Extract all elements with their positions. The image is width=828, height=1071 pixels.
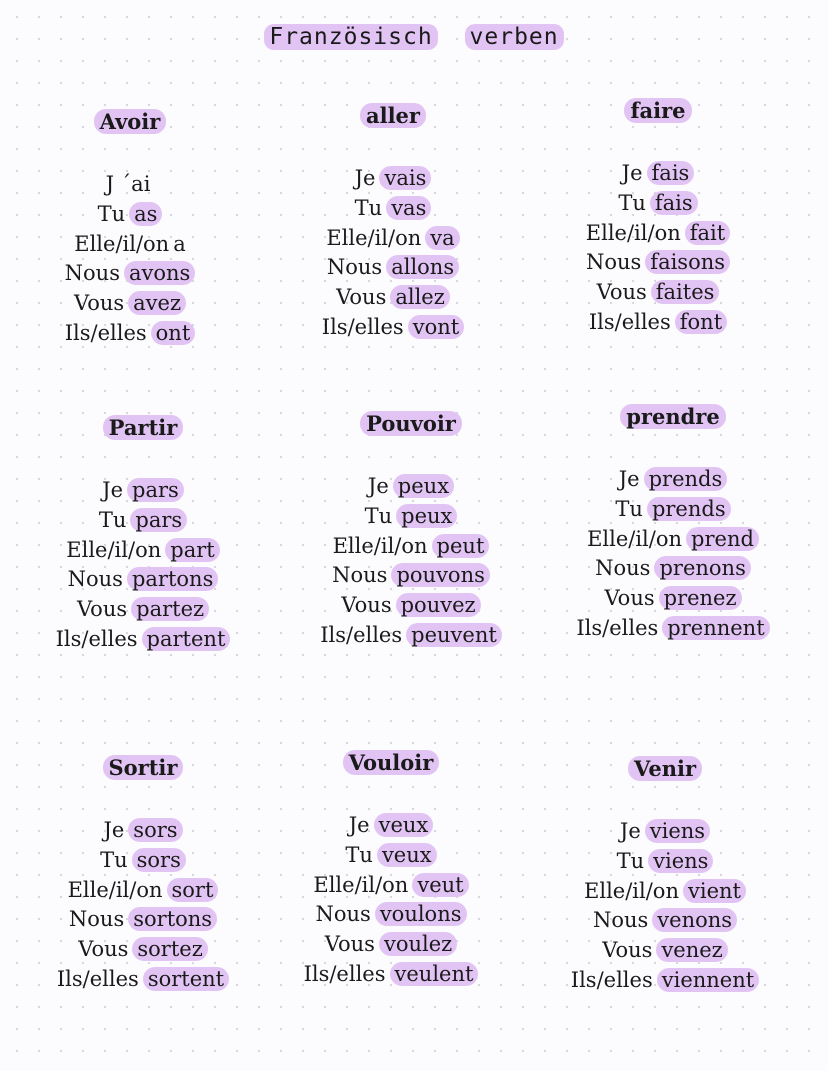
verb-title-label: Vouloir [343, 750, 440, 775]
verb-form: prenons [654, 556, 750, 580]
verb-title-label: Sortir [103, 755, 184, 780]
pronoun: Ils/elles [320, 622, 403, 647]
conjugation-row [276, 472, 546, 502]
verb-form: sortons [128, 907, 217, 931]
verb-form: viens [645, 819, 710, 843]
verb-block-prendre [538, 403, 808, 644]
conjugation-row [538, 495, 808, 525]
conjugation-list [276, 472, 546, 651]
pronoun: Je [102, 478, 124, 502]
pronoun: Vous [324, 932, 375, 957]
verb-title [538, 403, 808, 431]
conjugation-list [523, 159, 793, 338]
conjugation-row [258, 283, 528, 313]
pronoun: Tu [364, 503, 393, 528]
pronoun: Nous [68, 907, 125, 932]
pronoun: Tu [615, 496, 643, 521]
pronoun: Elle/il/on [587, 526, 683, 551]
conjugation-row [8, 536, 278, 566]
verb-title [258, 102, 528, 130]
pronoun: Nous [595, 556, 651, 581]
page-title-word: Französisch [264, 24, 437, 50]
conjugation-row [523, 308, 793, 338]
pronoun: Elle/il/on [313, 872, 409, 897]
verb-form: vas [386, 196, 431, 220]
pronoun: Elle/il/on [332, 533, 428, 558]
conjugation-row [0, 259, 265, 289]
conjugation-row [258, 194, 528, 224]
pronoun: Tu [618, 190, 646, 215]
verb-form: veulent [390, 962, 479, 986]
conjugation-row [523, 248, 793, 278]
conjugation-row [523, 219, 793, 249]
verb-form: pars [127, 478, 184, 502]
conjugation-list [538, 465, 808, 644]
verb-form: sortent [143, 967, 229, 991]
conjugation-row [538, 584, 808, 614]
verb-form: peux [396, 504, 457, 528]
conjugation-row [530, 877, 800, 907]
verb-form: vais [379, 166, 431, 190]
verb-block-aller [258, 102, 528, 343]
verb-form: faisons [645, 250, 730, 274]
conjugation-row [538, 465, 808, 495]
conjugation-row [258, 224, 528, 254]
conjugation-row [530, 817, 800, 847]
verb-form: voulez [379, 932, 457, 956]
conjugation-row [256, 841, 526, 871]
verb-form: partent [142, 627, 231, 651]
pronoun: Je [367, 474, 389, 498]
conjugation-list [256, 811, 526, 990]
verb-form: prenez [659, 586, 742, 610]
verb-form: avez [128, 291, 186, 315]
verb-block-pouvoir [276, 410, 546, 651]
verb-form: fais [650, 191, 698, 215]
conjugation-row [530, 936, 800, 966]
verb-form: viennent [657, 968, 759, 992]
verb-form: sort [167, 878, 219, 902]
conjugation-row [8, 905, 278, 935]
pronoun: Tu [345, 842, 373, 867]
page-title [0, 22, 828, 54]
verb-title [0, 108, 265, 136]
conjugation-row [8, 816, 278, 846]
conjugation-row [276, 532, 546, 562]
conjugation-list [8, 816, 278, 995]
conjugation-list [0, 170, 265, 349]
verb-title [8, 754, 278, 782]
verb-form: fais [647, 161, 695, 185]
verb-form: sors [132, 848, 186, 872]
verb-title [276, 410, 546, 438]
conjugation-row [530, 966, 800, 996]
pronoun: Vous [596, 280, 647, 305]
verb-form: pouvez [396, 593, 481, 617]
conjugation-row [256, 900, 526, 930]
conjugation-row [8, 846, 278, 876]
verb-form: veut [412, 873, 468, 897]
verb-title-label: faire [624, 98, 691, 123]
conjugation-row [538, 525, 808, 555]
verb-title [523, 97, 793, 125]
verb-form: venez [656, 938, 727, 962]
conjugation-row [530, 847, 800, 877]
conjugation-row [8, 625, 278, 655]
verb-form: prends [644, 467, 728, 491]
pronoun: Tu [97, 201, 126, 226]
conjugation-row [8, 506, 278, 536]
verb-title [530, 755, 800, 783]
pronoun: Nous [64, 261, 120, 286]
pronoun: Tu [98, 507, 127, 532]
conjugation-row [8, 476, 278, 506]
conjugation-row [8, 595, 278, 625]
verb-form: peut [432, 534, 490, 558]
pronoun: Nous [585, 250, 642, 275]
pronoun: Nous [332, 563, 388, 588]
verb-form: sors [128, 818, 182, 842]
pronoun: Vous [73, 291, 125, 316]
conjugation-row [256, 960, 526, 990]
verb-form: avons [124, 261, 195, 285]
verb-form: prends [647, 497, 731, 521]
pronoun: Je [618, 467, 640, 491]
verb-form: as [129, 202, 162, 226]
pronoun: Ils/elles [303, 961, 386, 986]
pronoun: Ils/elles [55, 626, 138, 651]
conjugation-row [276, 561, 546, 591]
verb-form: va [425, 226, 459, 250]
conjugation-row [8, 876, 278, 906]
verb-title-label: Avoir [94, 109, 167, 134]
conjugation-row [523, 189, 793, 219]
verb-title-label: Pouvoir [360, 411, 462, 436]
conjugation-row [0, 170, 265, 200]
conjugation-row [8, 965, 278, 995]
pronoun: Ils/elles [576, 615, 659, 640]
pronoun: Elle/il/on [66, 537, 162, 562]
conjugation-row [523, 159, 793, 189]
conjugation-row [8, 565, 278, 595]
verb-form: peux [393, 474, 454, 498]
conjugation-row [0, 289, 265, 319]
pronoun: Je [103, 818, 125, 842]
pronoun: Nous [315, 902, 371, 927]
verb-form: faites [651, 280, 720, 304]
verb-block-partir [8, 414, 278, 655]
pronoun: Vous [336, 285, 387, 310]
verb-title-label: Partir [103, 415, 184, 440]
conjugation-row [256, 811, 526, 841]
verb-form: prend [686, 527, 759, 551]
pronoun: Vous [78, 937, 129, 962]
conjugation-list [258, 164, 528, 343]
pronoun: Elle/il/on [326, 225, 422, 250]
verb-form: ont [151, 321, 196, 345]
pronoun: Je [621, 161, 643, 185]
pronoun: Nous [67, 567, 123, 592]
pronoun: Tu [616, 848, 645, 873]
pronoun: Elle/il/on [584, 878, 679, 903]
pronoun: Ils/elles [56, 966, 139, 991]
verb-form: prennent [662, 616, 769, 640]
verb-form: a [173, 231, 186, 256]
pronoun: Je [619, 819, 641, 843]
pronoun: Vous [76, 597, 128, 622]
conjugation-row [0, 200, 265, 230]
conjugation-row [276, 591, 546, 621]
verb-form: fait [685, 221, 730, 245]
conjugation-row [258, 253, 528, 283]
verb-form: partez [131, 597, 209, 621]
verb-form: pars [130, 508, 187, 532]
page-title-word: verben [465, 24, 564, 50]
conjugation-list [8, 476, 278, 655]
conjugation-row [530, 906, 800, 936]
conjugation-row [256, 871, 526, 901]
pronoun: Elle/il/on [67, 877, 163, 902]
conjugation-row [8, 935, 278, 965]
pronoun: Vous [602, 938, 653, 963]
conjugation-row [258, 313, 528, 343]
conjugation-row [0, 230, 265, 260]
verb-form: veux [377, 843, 437, 867]
conjugation-row [276, 621, 546, 651]
pronoun: Elle/il/on [585, 220, 681, 245]
pronoun: Ils/elles [321, 314, 404, 339]
pronoun: J ´ai [105, 172, 151, 196]
verb-form: allons [386, 255, 459, 279]
conjugation-row [258, 164, 528, 194]
verb-title [256, 749, 526, 777]
verb-form: pouvons [391, 563, 489, 587]
pronoun: Je [348, 813, 370, 837]
verb-block-faire [523, 97, 793, 338]
verb-form: voulons [375, 902, 467, 926]
pronoun: Nous [592, 908, 649, 933]
pronoun: Ils/elles [588, 309, 671, 334]
verb-title [8, 414, 278, 442]
pronoun: Je [354, 166, 376, 190]
verb-block-avoir [0, 108, 265, 349]
verb-form: peuvent [406, 623, 502, 647]
conjugation-row [523, 278, 793, 308]
verb-form: partons [127, 567, 218, 591]
verb-block-vouloir [256, 749, 526, 990]
verb-form: allez [390, 285, 449, 309]
verb-form: vient [683, 879, 746, 903]
conjugation-row [276, 502, 546, 532]
verb-form: part [165, 538, 219, 562]
verb-block-venir [530, 755, 800, 996]
conjugation-list [530, 817, 800, 996]
verb-form: sortez [132, 937, 207, 961]
pronoun: Ils/elles [570, 967, 653, 992]
verb-form: vont [408, 315, 464, 339]
pronoun: Tu [354, 195, 383, 220]
conjugation-row [538, 614, 808, 644]
verb-title-label: prendre [620, 404, 726, 429]
verb-form: veux [374, 813, 434, 837]
pronoun: Nous [326, 255, 383, 280]
conjugation-row [256, 930, 526, 960]
verb-title-label: aller [360, 103, 426, 128]
verb-form: viens [648, 849, 713, 873]
conjugation-row [538, 554, 808, 584]
verb-block-sortir [8, 754, 278, 995]
pronoun: Elle/il/on [74, 231, 170, 256]
verb-form: font [675, 310, 727, 334]
verb-form: venons [652, 908, 737, 932]
pronoun: Vous [604, 586, 655, 611]
pronoun: Tu [100, 847, 128, 872]
conjugation-row [0, 319, 265, 349]
pronoun: Vous [341, 593, 392, 618]
verb-title-label: Venir [628, 756, 702, 781]
pronoun: Ils/elles [64, 320, 147, 345]
